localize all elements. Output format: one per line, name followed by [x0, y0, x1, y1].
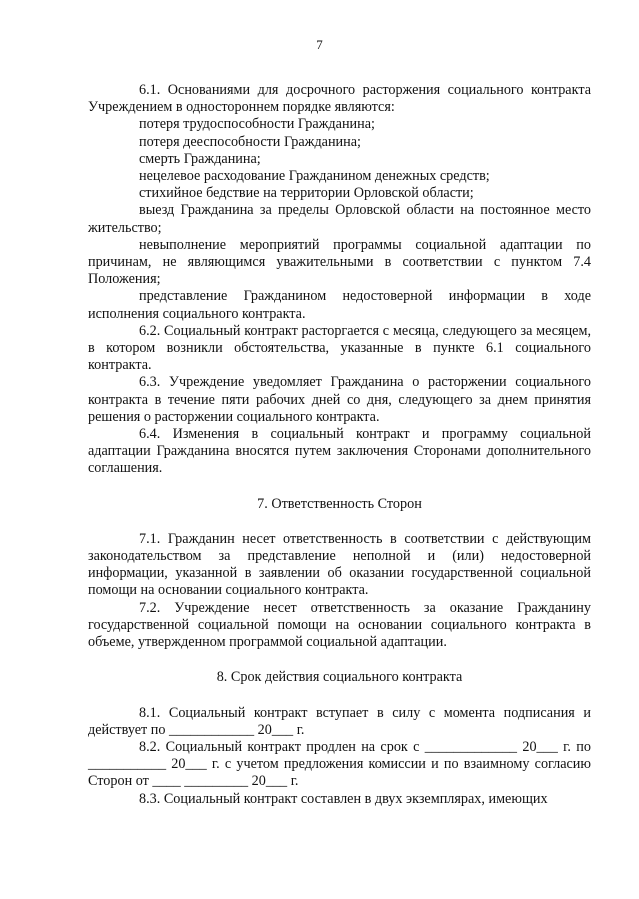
list-item: смерть Гражданина;	[139, 150, 261, 167]
list-item: представление Гражданином недостоверной информации в ходе исполнения социального контракта.	[88, 288, 591, 322]
clause-8-2: 8.2. Социальный контракт продлен на срок с _____________ 20___ г. по ___________ 20___ г. с учетом предложения комиссии и по взаимному согласию Сторон от ____ _________ 20___ г.	[88, 738, 591, 790]
clause-7-2: 7.2. Учреждение несет ответственность за оказание Гражданину государственной социальной помощи на основании социального контракта в объеме, утвержденном программой социальной адаптации.	[88, 599, 591, 651]
clause-8-1: 8.1. Социальный контракт вступает в силу с момента подписания и действует по ____________ 20___ г.	[88, 704, 591, 738]
document-body	[88, 82, 591, 808]
list-item: выезд Гражданина за пределы Орловской области на постоянное место жительство;	[88, 202, 591, 236]
section-8-heading: 8. Срок действия социального контракта	[216, 669, 463, 686]
section-7-heading: 7. Ответственность Сторон	[257, 495, 422, 512]
list-item: невыполнение мероприятий программы социальной адаптации по причинам, не являющимся уважительными в соответствии с пунктом 7.4 Положения;	[88, 236, 591, 288]
list-item: стихийное бедствие на территории Орловской области;	[139, 185, 474, 202]
list-item: нецелевое расходование Гражданином денежных средств;	[139, 168, 490, 185]
page-number: 7	[316, 37, 323, 52]
clause-6-3: 6.3. Учреждение уведомляет Гражданина о расторжении социального контракта в течение пяти рабочих дней со дня, следующего за днем принятия решения о расторжении социального контракта.	[88, 374, 591, 425]
clause-7-1: 7.1. Гражданин несет ответственность в соответствии с действующим законодательством за представление неполной и (или) недостоверной информации, указанной в заявлении об оказании государственной социальной помощи на основании социального контракта.	[88, 530, 591, 599]
list-item: потеря трудоспособности Гражданина;	[139, 116, 375, 133]
clause-6-1: 6.1. Основаниями для досрочного расторжения социального контракта Учреждением в одностороннем порядке являются:	[88, 82, 591, 116]
clause-6-4: 6.4. Изменения в социальный контракт и программу социальной адаптации Гражданина вносятся путем заключения Сторонами дополнительного соглашения.	[88, 426, 591, 477]
clause-8-3: 8.3. Социальный контракт составлен в двух экземплярах, имеющих	[139, 790, 548, 807]
clause-6-2: 6.2. Социальный контракт расторгается с месяца, следующего за месяцем, в котором возникли обстоятельства, указанные в пункте 6.1 социального контракта.	[88, 322, 591, 374]
list-item: потеря дееспособности Гражданина;	[139, 133, 361, 150]
